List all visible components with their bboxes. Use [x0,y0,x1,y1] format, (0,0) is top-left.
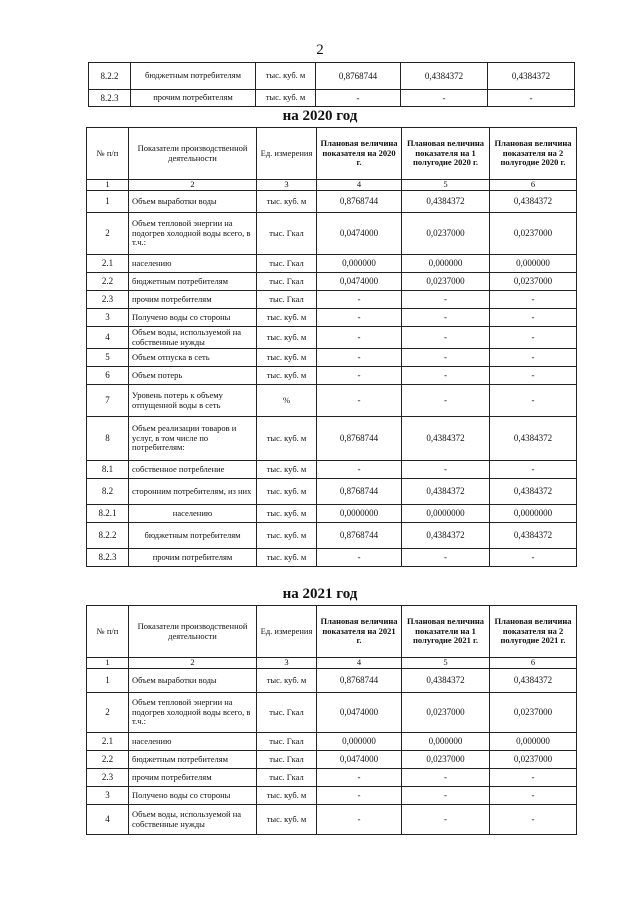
table-row [87,479,577,505]
row-value-h2: 0,0237000 [490,213,577,255]
row-value-year: - [317,327,402,349]
row-value-h2: - [490,549,577,567]
row-value-year: - [317,787,402,805]
row-value-h2: 0,4384372 [490,191,577,213]
row-value-year: - [317,769,402,787]
header-h1-value: Плановая величина показатели на 1 полугодие 2021 г. [402,606,490,658]
header-number: № п/п [87,606,129,658]
row-value-h2: - [490,787,577,805]
header-h2-value: Плановая величина показателя на 2 полугодие 2020 г. [490,128,577,180]
table-row [87,751,577,769]
table-row [87,191,577,213]
row-number: 1 [87,669,129,693]
column-number: 1 [87,658,129,669]
column-number: 3 [257,180,317,191]
row-number: 7 [87,385,129,417]
row-label: бюджетным потребителям [131,63,256,90]
table-row [87,273,577,291]
row-label: Объем реализации товаров и услуг, в том числе по потребителям: [129,417,257,461]
row-value-h1: 0,0237000 [402,273,490,291]
table-row [87,523,577,549]
table-row [87,385,577,417]
row-unit: тыс. Гкал [257,769,317,787]
header-unit: Ед. измерения [257,128,317,180]
row-value-h1: - [402,327,490,349]
header-year-value: Плановая величина показателя на 2021 г. [317,606,402,658]
row-label: Объем выработки воды [129,191,257,213]
column-number: 6 [490,180,577,191]
row-value-h2: 0,4384372 [488,63,575,90]
row-value-h2: 0,000000 [490,733,577,751]
row-unit: тыс. куб. м [257,349,317,367]
column-number: 2 [129,180,257,191]
row-label: прочим потребителям [129,769,257,787]
row-value-year: 0,0474000 [317,213,402,255]
row-value-h2: - [490,385,577,417]
row-number: 8.2.1 [87,505,129,523]
header-number: № п/п [87,128,129,180]
row-number: 2.2 [87,273,129,291]
column-number: 4 [317,180,402,191]
table-row [87,769,577,787]
row-value-h1: 0,0237000 [402,213,490,255]
row-unit: тыс. куб. м [257,327,317,349]
section-heading-2020: на 2020 год [282,108,358,124]
table-row [87,213,577,255]
table-row [87,349,577,367]
row-unit: тыс. Гкал [257,733,317,751]
row-number: 8.2.2 [87,523,129,549]
header-indicator: Показатели производственной деятельности [129,606,257,658]
row-value-h1: 0,000000 [402,255,490,273]
row-number: 4 [87,805,129,835]
row-unit: тыс. Гкал [257,693,317,733]
row-value-h1: 0,4384372 [401,63,488,90]
row-value-h2: - [490,461,577,479]
row-value-h1: - [402,367,490,385]
row-number: 2.3 [87,769,129,787]
row-value-h1: 0,0000000 [402,505,490,523]
table-row [87,327,577,349]
row-value-h2: 0,4384372 [490,523,577,549]
row-value-h1: - [402,349,490,367]
row-number: 8.1 [87,461,129,479]
row-value-year: - [317,549,402,567]
row-number: 8.2.3 [89,90,131,107]
row-value-year: 0,0474000 [317,751,402,769]
row-value-h1: - [402,805,490,835]
row-label: Получено воды со стороны [129,309,257,327]
table-row [87,505,577,523]
table-row [87,549,577,567]
table-row [87,461,577,479]
row-label: Объем воды, используемой на собственные нужды [129,805,257,835]
row-number: 2.3 [87,291,129,309]
table-row [87,805,577,835]
row-value-h2: 0,0000000 [490,505,577,523]
row-value-year: 0,8768744 [317,479,402,505]
section-heading-2021: на 2021 год [282,586,358,602]
header-h1-value: Плановая величина показателя на 1 полугодие 2020 г. [402,128,490,180]
row-unit: % [257,385,317,417]
page-number: 2 [316,42,324,58]
row-value-year: - [316,90,401,107]
row-value-h2: 0,4384372 [490,669,577,693]
row-value-h1: - [402,461,490,479]
row-value-h1: - [402,549,490,567]
row-unit: тыс. куб. м [257,549,317,567]
row-value-h1: 0,000000 [402,733,490,751]
row-value-h2: 0,0237000 [490,751,577,769]
table-header-row [87,128,577,180]
row-value-h2: - [490,327,577,349]
column-number: 1 [87,180,129,191]
row-value-year: - [317,385,402,417]
column-number: 2 [129,658,257,669]
table-row [89,63,575,90]
row-value-year: 0,8768744 [317,417,402,461]
table-2020 [86,127,577,567]
row-label: Уровень потерь к объему отпущенной воды в сеть [129,385,257,417]
row-number: 3 [87,787,129,805]
row-number: 8.2.2 [89,63,131,90]
row-value-h2: 0,0237000 [490,693,577,733]
row-unit: тыс. куб. м [257,367,317,385]
row-value-year: - [317,291,402,309]
table-row [87,367,577,385]
row-number: 2 [87,693,129,733]
row-value-h1: 0,4384372 [402,523,490,549]
row-unit: тыс. куб. м [257,309,317,327]
row-value-h1: - [402,291,490,309]
row-value-year: 0,0000000 [317,505,402,523]
row-label: населению [129,733,257,751]
row-value-year: - [317,367,402,385]
header-h2-value: Плановая величина показателя на 2 полугодие 2021 г. [490,606,577,658]
row-value-h1: 0,4384372 [402,479,490,505]
row-unit: тыс. Гкал [257,291,317,309]
row-value-h2: 0,4384372 [490,479,577,505]
row-value-year: 0,000000 [317,733,402,751]
row-label: Объем отпуска в сеть [129,349,257,367]
row-label: населению [129,505,257,523]
row-unit: тыс. куб. м [256,90,316,107]
row-unit: тыс. Гкал [257,213,317,255]
row-label: бюджетным потребителям [129,523,257,549]
row-unit: тыс. Гкал [257,255,317,273]
row-label: бюджетным потребителям [129,273,257,291]
table-header-row [87,606,577,658]
continuation-table [88,62,575,107]
row-number: 3 [87,309,129,327]
row-value-year: - [317,349,402,367]
row-number: 1 [87,191,129,213]
row-value-h2: - [490,769,577,787]
row-unit: тыс. куб. м [257,461,317,479]
row-label: Объем тепловой энергии на подогрев холодной воды всего, в т.ч.: [129,693,257,733]
row-value-h1: 0,0237000 [402,751,490,769]
header-year-value: Плановая величина показателя на 2020 г. [317,128,402,180]
row-value-year: - [317,309,402,327]
row-unit: тыс. куб. м [257,523,317,549]
row-value-h2: - [490,805,577,835]
row-value-h1: 0,4384372 [402,417,490,461]
row-value-h2: 0,000000 [490,255,577,273]
row-value-year: 0,0474000 [317,693,402,733]
table-row [87,787,577,805]
row-value-h1: 0,4384372 [402,191,490,213]
row-number: 2.2 [87,751,129,769]
table-2021 [86,605,577,835]
column-number: 4 [317,658,402,669]
row-unit: тыс. куб. м [257,805,317,835]
row-value-h1: 0,0237000 [402,693,490,733]
row-unit: тыс. куб. м [257,479,317,505]
row-label: собственное потребление [129,461,257,479]
row-number: 2.1 [87,733,129,751]
row-number: 8 [87,417,129,461]
row-label: прочим потребителям [129,549,257,567]
table-row [87,733,577,751]
row-number: 4 [87,327,129,349]
row-value-year: 0,8768744 [316,63,401,90]
row-number: 8.2 [87,479,129,505]
row-value-h2: - [490,309,577,327]
column-number: 3 [257,658,317,669]
row-value-h2: 0,4384372 [490,417,577,461]
column-number: 5 [402,180,490,191]
row-value-h1: - [402,385,490,417]
row-value-year: - [317,805,402,835]
table-row [87,291,577,309]
row-value-year: 0,8768744 [317,669,402,693]
table-row [87,693,577,733]
row-value-h1: - [402,769,490,787]
row-label: Объем воды, используемой на собственные нужды [129,327,257,349]
row-value-h2: - [490,291,577,309]
row-label: Объем выработки воды [129,669,257,693]
row-number: 5 [87,349,129,367]
row-value-h1: 0,4384372 [402,669,490,693]
column-number: 6 [490,658,577,669]
row-unit: тыс. куб. м [257,669,317,693]
row-label: населению [129,255,257,273]
row-label: прочим потребителям [129,291,257,309]
row-value-year: 0,000000 [317,255,402,273]
row-unit: тыс. куб. м [257,417,317,461]
row-value-year: 0,0474000 [317,273,402,291]
row-unit: тыс. Гкал [257,273,317,291]
column-number: 5 [402,658,490,669]
row-label: бюджетным потребителям [129,751,257,769]
row-value-h2: - [490,367,577,385]
row-value-h1: - [402,309,490,327]
row-unit: тыс. куб. м [257,787,317,805]
row-value-h2: - [490,349,577,367]
row-unit: тыс. куб. м [257,505,317,523]
row-unit: тыс. куб. м [256,63,316,90]
row-unit: тыс. куб. м [257,191,317,213]
row-value-year: 0,8768744 [317,523,402,549]
row-number: 6 [87,367,129,385]
column-number-row [87,658,577,669]
row-unit: тыс. Гкал [257,751,317,769]
row-value-h1: - [402,787,490,805]
row-number: 2 [87,213,129,255]
header-unit: Ед. измерения [257,606,317,658]
header-indicator: Показатели производственной деятельности [129,128,257,180]
table-row [87,669,577,693]
row-label: Получено воды со стороны [129,787,257,805]
row-value-h2: - [488,90,575,107]
row-value-h2: 0,0237000 [490,273,577,291]
table-row [87,309,577,327]
row-value-year: 0,8768744 [317,191,402,213]
row-label: сторонним потребителям, из них [129,479,257,505]
column-number-row [87,180,577,191]
table-row [87,255,577,273]
table-row [87,417,577,461]
row-value-year: - [317,461,402,479]
row-number: 2.1 [87,255,129,273]
row-number: 8.2.3 [87,549,129,567]
row-label: прочим потребителям [131,90,256,107]
row-label: Объем тепловой энергии на подогрев холодной воды всего, в т.ч.: [129,213,257,255]
row-label: Объем потерь [129,367,257,385]
table-row [89,90,575,107]
row-value-h1: - [401,90,488,107]
